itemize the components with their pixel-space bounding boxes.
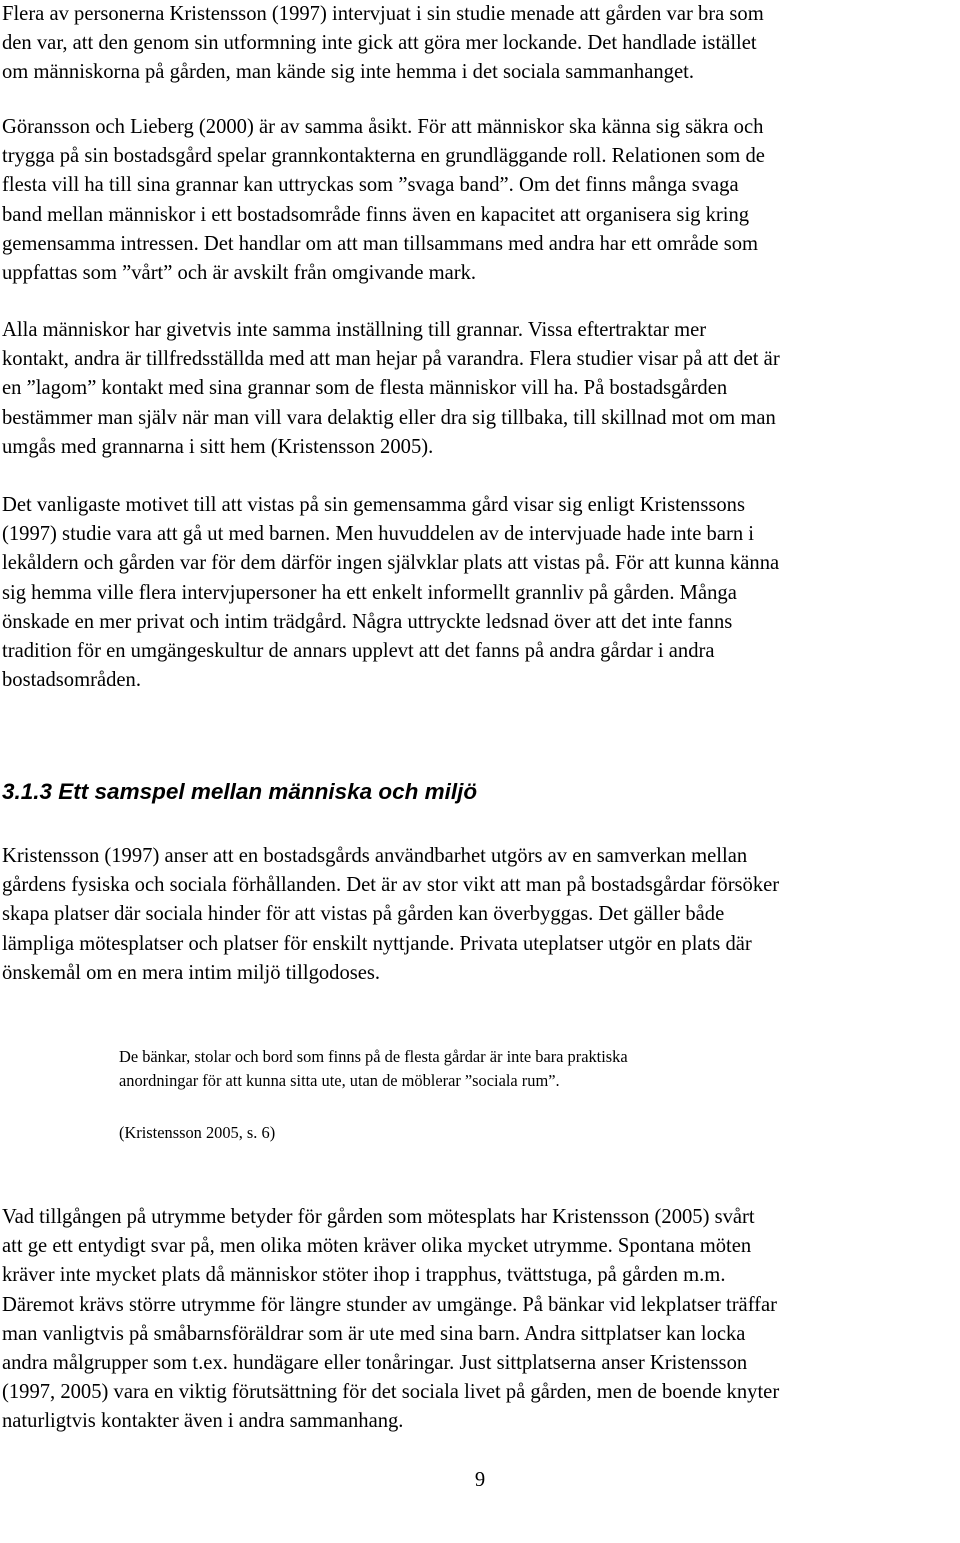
text-line: lämpliga mötesplatser och platser för enskilt nyttjande. Privata uteplatser utgör en plats där [2, 932, 752, 955]
text-line: Vad tillgången på utrymme betyder för gården som mötesplats har Kristensson (2005) svårt [2, 1206, 755, 1228]
text-line: en ”lagom” kontakt med sina grannar som de flesta människor vill ha. På bostadsgården [2, 377, 728, 400]
text-line: den var, att den genom sin utformning inte gick att göra mer lockande. Det handlade istället [2, 32, 757, 55]
page-number: 9 [474, 1469, 486, 1491]
text-line: att ge ett entydigt svar på, men olika möten kräver olika mycket utrymme. Spontana möten [2, 1235, 752, 1258]
text-line: (1997) studie vara att gå ut med barnen. Men huvuddelen av de intervjuade hade inte barn i [2, 523, 754, 546]
text-line: gårdens fysiska och sociala förhållanden. Det är av stor vikt att man på bostadsgårdar försöker [2, 874, 780, 897]
text-line: band mellan människor i ett bostadsområde finns även en kapacitet att organisera sig kring [2, 203, 750, 226]
text-line: önskade en mer privat och intim trädgård. Några uttryckte ledsnad över att det inte fanns [2, 610, 733, 633]
text-line: kontakt, andra är tillfredsställda med att man hejar på varandra. Flera studier visar på att det är [2, 348, 780, 371]
text-line: lekåldern och gården var för dem därför ingen självklar plats att vistas på. För att kunna känna [2, 552, 780, 575]
paragraph-6 [2, 1203, 942, 1437]
text-line: trygga på sin bostadsgård spelar grannkontakterna en grundläggande roll. Relationen som de [2, 145, 765, 168]
text-line: Det vanligaste motivet till att vistas på sin gemensamma gård visar sig enligt Kristenssons [2, 494, 745, 516]
text-line: sig hemma ville flera intervjupersoner ha ett enkelt informellt grannliv på gården. Många [2, 581, 737, 604]
paragraph-3 [2, 316, 942, 462]
paragraph-2 [2, 113, 942, 288]
text-line: andra målgrupper som t.ex. hundägare eller tonåringar. Just sittplatserna anser Kristensson [2, 1352, 748, 1375]
text-line: Flera av personerna Kristensson (1997) intervjuat i sin studie menade att gården var bra som [2, 3, 764, 25]
text-line: flesta vill ha till sina grannar kan uttryckas som ”svaga band”. Om det finns många svaga [2, 174, 739, 197]
text-line: om människorna på gården, man kände sig inte hemma i det sociala sammanhanget. [2, 61, 694, 84]
text-line: bostadsområden. [2, 669, 141, 692]
quote-citation: (Kristensson 2005, s. 6) [119, 1123, 276, 1142]
text-line: uppfattas som ”vårt” och är avskilt från omgivande mark. [2, 262, 477, 285]
text-line: tradition för en umgängeskultur de annars upplevt att det fanns på andra gårdar i andra [2, 640, 715, 663]
text-line: kräver inte mycket plats då människor stöter ihop i trapphus, tvättstuga, på gården m.m. [2, 1264, 726, 1287]
text-line: Däremot krävs större utrymme för längre stunder av umgänge. På bänkar vid lekplatser träffar [2, 1293, 778, 1316]
section-heading: 3.1.3 Ett samspel mellan människa och miljö [2, 779, 478, 804]
text-line: gemensamma intressen. Det handlar om att man tillsammans med andra har ett område som [2, 232, 759, 255]
quote-line: De bänkar, stolar och bord som finns på de flesta gårdar är inte bara praktiska [119, 1047, 628, 1066]
quote-line: anordningar för att kunna sitta ute, utan de möblerar ”sociala rum”. [119, 1070, 560, 1090]
text-line: naturligtvis kontakter även i andra sammanhang. [2, 1410, 404, 1433]
text-line: skapa platser där sociala hinder för att vistas på gården kan överbyggas. Det gäller både [2, 903, 725, 926]
text-line: Kristensson (1997) anser att en bostadsgårds användbarhet utgörs av en samverkan mellan [2, 845, 748, 867]
block-quote [119, 1045, 879, 1092]
text-line: (1997, 2005) vara en viktig förutsättning för det sociala livet på gården, men de boende knyter [2, 1381, 780, 1404]
paragraph-5 [2, 842, 942, 988]
text-line: umgås med grannarna i sitt hem (Kristensson 2005). [2, 435, 434, 458]
paragraph-1 [2, 0, 942, 88]
text-line: bestämmer man själv när man vill vara delaktig eller dra sig tillbaka, till skillnad mot om man [2, 406, 776, 429]
text-line: Alla människor har givetvis inte samma inställning till grannar. Vissa eftertraktar mer [2, 319, 707, 341]
paragraph-4 [2, 491, 942, 695]
text-line: Göransson och Lieberg (2000) är av samma åsikt. För att människor ska känna sig säkra och [2, 116, 764, 138]
text-line: man vanligtvis på småbarnsföräldrar som är ute med sina barn. Andra sittplatser kan locka [2, 1322, 746, 1345]
text-line: önskemål om en mera intim miljö tillgodoses. [2, 961, 381, 984]
